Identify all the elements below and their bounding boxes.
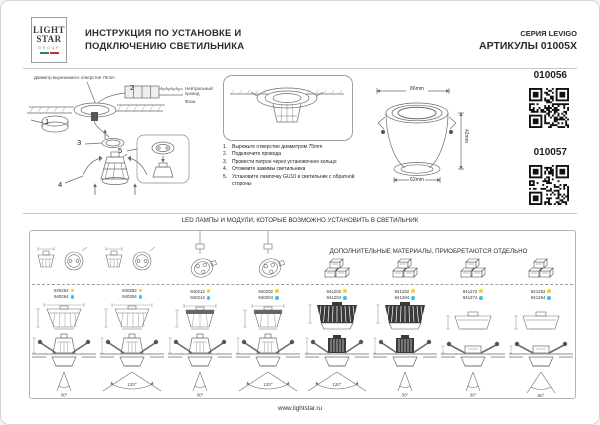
- article-code-warm: 940292: [122, 287, 137, 293]
- lamp-column: [166, 231, 234, 398]
- article-code-warm: 941272: [462, 288, 478, 294]
- article-code-warm: 941282: [394, 288, 410, 294]
- installed-view-drawing: [234, 332, 302, 372]
- beam-angle-label: 120°: [127, 382, 137, 387]
- hole-diameter-label: Диаметр вырезаемого отверстия 75mm: [34, 75, 115, 80]
- warm-color-dot-icon: [275, 289, 279, 293]
- materials-stack-icon: [507, 231, 575, 286]
- beam-angle-drawing: [507, 372, 575, 398]
- callout-5: 5: [118, 146, 123, 155]
- section-divider: [23, 213, 577, 214]
- lamp-thumbnail: [439, 231, 507, 286]
- warm-color-dot-icon: [547, 289, 551, 293]
- lamp-profile-drawing: [439, 302, 507, 332]
- installed-view-drawing: [439, 332, 507, 372]
- beam-angle-drawing: [303, 372, 371, 398]
- article-code-cool: 941284: [394, 295, 410, 301]
- materials-stack-icon: [439, 231, 507, 286]
- qr-code-010057: [529, 165, 569, 205]
- extras-title: ДОПОЛНИТЕЛЬНЫЕ МАТЕРИАЛЫ, ПРИОБРЕТАЮТСЯ ОТДЕЛЬНО: [329, 248, 528, 255]
- cool-color-dot-icon: [139, 295, 143, 299]
- lamp-profile-drawing: [234, 302, 302, 332]
- article-code-cool: 940214: [190, 295, 205, 301]
- article-codes: [258, 288, 278, 302]
- installed-view-drawing: [507, 332, 575, 372]
- cool-color-dot-icon: [411, 296, 415, 300]
- installed-view-drawing: [30, 332, 98, 372]
- cool-color-dot-icon: [275, 296, 279, 300]
- installation-steps: [223, 144, 365, 188]
- warm-color-dot-icon: [343, 289, 347, 293]
- product-code-010056: 010056: [533, 70, 567, 81]
- lamp-profile-drawing: [371, 302, 439, 332]
- lamp-column: [234, 231, 302, 398]
- articles-label: АРТИКУЛЫ 01005X: [479, 40, 577, 52]
- installed-view-drawing: [371, 332, 439, 372]
- logo-text: STAR: [36, 34, 62, 44]
- lamp-profile-drawing: [166, 302, 234, 332]
- step-1: Вырежьте отверстие диаметром 75mm: [232, 144, 323, 150]
- callout-3: 3: [77, 138, 82, 147]
- installed-view-drawing: [98, 332, 166, 372]
- qr-code-010056: [529, 88, 569, 128]
- gu10-lamp-views-icon: [30, 235, 98, 285]
- article-code-warm: 940212: [190, 288, 205, 294]
- lamp-column: [98, 231, 166, 398]
- step-3: Провести патрон через установочное кольцо: [232, 158, 337, 165]
- hanging-module-icon: [234, 231, 302, 286]
- warm-color-dot-icon: [411, 289, 415, 293]
- cool-color-dot-icon: [207, 296, 211, 300]
- article-codes: [122, 287, 142, 302]
- logo-text: LIGHT: [32, 25, 65, 35]
- article-codes: [54, 287, 74, 302]
- article-code-cool: 940204: [258, 295, 273, 301]
- article-codes: [531, 288, 551, 302]
- header-divider: [23, 68, 577, 69]
- materials-stack-icon: [303, 231, 371, 286]
- article-codes: [395, 288, 415, 302]
- article-codes: [463, 288, 483, 302]
- lightstar-logo: [31, 17, 67, 63]
- materials-stack-icon: [371, 231, 439, 286]
- beam-angle-label: 30°: [401, 392, 409, 398]
- series-block: [479, 29, 577, 52]
- mounted-fixture-drawing: [224, 76, 350, 138]
- phase-wire-label: Фаза: [185, 99, 196, 104]
- beam-angle-drawing: [30, 372, 98, 398]
- warm-color-dot-icon: [71, 289, 75, 293]
- product-code-010057: 010057: [533, 147, 567, 158]
- beam-angle-label: 30°: [469, 392, 477, 398]
- lamp-column: [371, 231, 439, 398]
- lamp-compatibility-box: [29, 230, 576, 399]
- series-label: СЕРИЯ LEVIGO: [520, 29, 577, 38]
- cool-color-dot-icon: [479, 296, 483, 300]
- article-code-warm: 941202: [326, 288, 342, 294]
- lamp-profile-drawing: [507, 302, 575, 332]
- cool-color-dot-icon: [547, 296, 551, 300]
- article-code-cool: 941204: [326, 295, 342, 301]
- gu10-lamp-views-icon: [98, 235, 166, 285]
- cool-color-dot-icon: [71, 295, 75, 299]
- warm-color-dot-icon: [139, 289, 143, 293]
- beam-angle-label: 120°: [263, 382, 274, 387]
- beam-angle-label: 120°: [331, 382, 342, 387]
- installed-view-drawing: [303, 332, 371, 372]
- step-4: Отожмите зажимы светильника: [232, 166, 306, 173]
- article-codes: [190, 288, 210, 302]
- dashed-divider: [32, 284, 573, 285]
- article-code-warm: 940262: [53, 287, 69, 293]
- website-url: www.lightstar.ru: [277, 405, 323, 412]
- lamp-profile-drawing: [30, 302, 98, 332]
- callout-4: 4: [58, 180, 63, 189]
- lamp-thumbnail: [371, 231, 439, 286]
- top-diameter-label: 86mm: [410, 86, 424, 92]
- beam-angle-drawing: [234, 372, 302, 398]
- article-code-cool: 940294: [122, 294, 137, 300]
- lamp-columns: [30, 231, 575, 398]
- installed-view-drawing: [166, 332, 234, 372]
- article-codes: [326, 288, 346, 302]
- article-code-warm: 940202: [258, 288, 273, 294]
- beam-angle-drawing: [371, 372, 439, 398]
- lamp-thumbnail: [30, 231, 98, 285]
- article-code-cool: 940264: [53, 294, 69, 300]
- step-5: Установите лампочку GU10 в светильник с обратной стороны: [232, 173, 355, 188]
- page-title: ИНСТРУКЦИЯ ПО УСТАНОВКЕ И ПОДКЛЮЧЕНИЮ СВЕТИЛЬНИКА: [85, 28, 245, 52]
- lamp-thumbnail: [234, 231, 302, 286]
- warm-color-dot-icon: [207, 289, 211, 293]
- hanging-module-icon: [166, 231, 234, 286]
- height-label: 42mm: [463, 129, 469, 143]
- neutral-wire-label: Нейтральный провод: [185, 86, 213, 97]
- beam-angle-label: 60°: [537, 393, 545, 398]
- lamp-profile-drawing: [303, 302, 371, 332]
- step-2: Подключите провода: [232, 151, 282, 158]
- article-code-cool: 941254: [530, 295, 546, 301]
- lamp-thumbnail: [98, 231, 166, 285]
- lamp-thumbnail: [507, 231, 575, 286]
- article-code-warm: 941252: [530, 288, 546, 294]
- lamp-column: [30, 231, 98, 398]
- logo-text: GROUP: [37, 45, 61, 50]
- lamp-thumbnail: [303, 231, 371, 286]
- lamp-column: [439, 231, 507, 398]
- led-lamps-title: LED ЛАМПЫ И МОДУЛИ, КОТОРЫЕ ВОЗМОЖНО УСТАНОВИТЬ В СВЕТИЛЬНИК: [181, 217, 419, 224]
- bottom-diameter-label: 62mm: [410, 177, 424, 183]
- beam-angle-label: 30°: [196, 392, 204, 398]
- lamp-column: [507, 231, 575, 398]
- beam-angle-drawing: [439, 372, 507, 398]
- beam-angle-label: 30°: [60, 392, 68, 398]
- lamp-thumbnail: [166, 231, 234, 286]
- callout-1: 1: [45, 117, 50, 126]
- lamp-profile-drawing: [98, 302, 166, 332]
- callout-2: 2: [130, 83, 135, 92]
- italy-flag-icon: [40, 52, 59, 54]
- cool-color-dot-icon: [343, 296, 347, 300]
- article-code-cool: 941274: [462, 295, 478, 301]
- mounted-fixture-box: [223, 75, 353, 141]
- warm-color-dot-icon: [479, 289, 483, 293]
- lamp-column: [303, 231, 371, 398]
- beam-angle-drawing: [166, 372, 234, 398]
- beam-angle-drawing: [98, 372, 166, 398]
